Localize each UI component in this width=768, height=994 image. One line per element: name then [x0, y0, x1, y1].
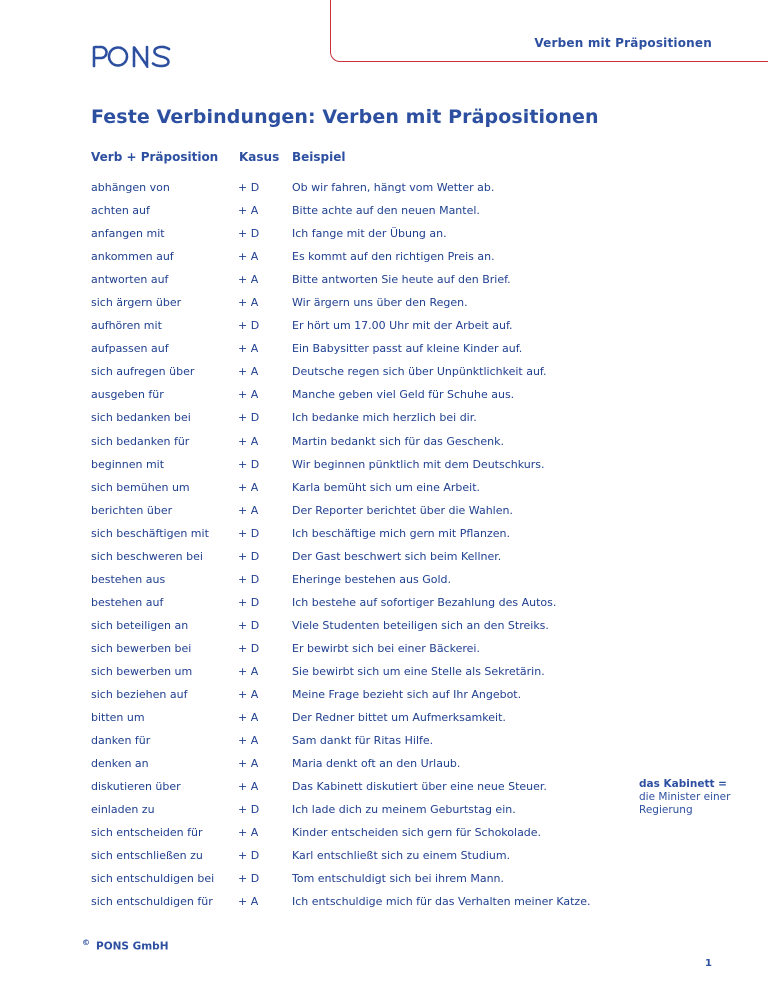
column-header-kasus: Kasus: [239, 150, 280, 164]
beispiel-cell: Ich fange mit der Übung an.: [292, 227, 447, 241]
table-row: [91, 683, 591, 706]
table-row: [91, 430, 591, 453]
table-row: [91, 568, 591, 591]
table-row: [91, 337, 591, 360]
table-row: [91, 199, 591, 222]
verb-cell: sich bedanken bei: [91, 411, 191, 425]
verb-cell: abhängen von: [91, 181, 170, 194]
beispiel-cell: Viele Studenten beteiligen sich an den Streiks.: [292, 618, 549, 632]
kasus-cell: + A: [238, 365, 259, 379]
verb-cell: sich beschäftigen mit: [91, 526, 209, 540]
kasus-cell: + A: [238, 388, 259, 402]
kasus-cell: + A: [238, 688, 259, 702]
kasus-cell: + A: [238, 711, 259, 725]
beispiel-cell: Manche geben viel Geld für Schuhe aus.: [292, 388, 515, 402]
verb-cell: sich beschweren bei: [91, 549, 203, 563]
kasus-cell: + D: [238, 849, 260, 863]
table-row: [91, 821, 591, 844]
table-row: [91, 314, 591, 337]
verb-cell: sich bewerben bei: [91, 641, 192, 655]
beispiel-cell: Bitte achte auf den neuen Mantel.: [292, 204, 480, 218]
verb-cell: bestehen auf: [91, 595, 164, 609]
beispiel-cell: Eheringe bestehen aus Gold.: [292, 572, 451, 586]
verb-cell: ankommen auf: [91, 250, 174, 264]
beispiel-cell: Das Kabinett diskutiert über eine neue Steuer.: [292, 780, 547, 794]
kasus-cell: + D: [238, 549, 260, 563]
beispiel-cell: Ein Babysitter passt auf kleine Kinder auf.: [292, 342, 523, 356]
beispiel-cell: Der Gast beschwert sich beim Kellner.: [292, 549, 502, 563]
beispiel-cell: Ich bedanke mich herzlich bei dir.: [292, 411, 477, 425]
footer-copyright: [82, 938, 169, 953]
kasus-cell: + D: [238, 411, 260, 425]
beispiel-cell: Wir ärgern uns über den Regen.: [292, 296, 468, 310]
kasus-cell: + A: [238, 250, 259, 264]
table-row: [91, 453, 591, 476]
kasus-cell: + A: [238, 780, 259, 794]
header-frame-line: [330, 0, 768, 62]
kasus-cell: + A: [238, 757, 259, 771]
copyright-text: PONS GmbH: [96, 940, 169, 953]
kasus-cell: + A: [238, 895, 259, 909]
kasus-cell: + A: [238, 434, 259, 448]
beispiel-cell: Karl entschließt sich zu einem Studium.: [292, 849, 511, 863]
side-note: [639, 778, 730, 817]
table-row: [91, 591, 591, 614]
side-note-term: das Kabinett =: [639, 778, 727, 790]
beispiel-cell: Ob wir fahren, hängt vom Wetter ab.: [292, 181, 495, 194]
kasus-cell: + A: [238, 480, 259, 494]
kasus-cell: + A: [238, 734, 259, 748]
kasus-cell: + D: [238, 803, 260, 817]
verb-cell: bestehen aus: [91, 572, 166, 586]
verb-cell: antworten auf: [91, 273, 169, 287]
table-row: [91, 775, 591, 798]
verb-cell: diskutieren über: [91, 780, 181, 794]
copyright-symbol: ©: [82, 938, 90, 947]
kasus-cell: + A: [238, 826, 259, 840]
kasus-cell: + A: [238, 503, 259, 517]
verb-cell: sich entschuldigen für: [91, 895, 213, 909]
beispiel-cell: Maria denkt oft an den Urlaub.: [292, 757, 461, 771]
table-row: [91, 890, 591, 913]
beispiel-cell: Ich beschäftige mich gern mit Pflanzen.: [292, 526, 510, 540]
table-row: [91, 844, 591, 867]
beispiel-cell: Ich lade dich zu meinem Geburtstag ein.: [292, 803, 516, 817]
verb-cell: sich bemühen um: [91, 480, 190, 494]
table-row: [91, 660, 591, 683]
header-title: Verben mit Präpositionen: [534, 36, 712, 50]
verb-cell: sich entscheiden für: [91, 826, 203, 840]
verb-cell: sich bedanken für: [91, 434, 190, 448]
table-row: [91, 867, 591, 890]
verb-cell: achten auf: [91, 204, 150, 218]
kasus-cell: + D: [238, 457, 260, 471]
pons-logo: [91, 44, 173, 68]
verb-cell: danken für: [91, 734, 151, 748]
kasus-cell: + A: [238, 204, 259, 218]
kasus-cell: + D: [238, 641, 260, 655]
page-number: 1: [705, 958, 712, 969]
verb-cell: ausgeben für: [91, 388, 164, 402]
beispiel-cell: Deutsche regen sich über Unpünktlichkeit auf.: [292, 365, 547, 379]
beispiel-cell: Martin bedankt sich für das Geschenk.: [292, 434, 504, 448]
verb-cell: bitten um: [91, 711, 145, 725]
verb-cell: sich bewerben um: [91, 664, 193, 678]
beispiel-cell: Es kommt auf den richtigen Preis an.: [292, 250, 495, 264]
beispiel-cell: Er hört um 17.00 Uhr mit der Arbeit auf.: [292, 319, 513, 333]
verb-cell: sich beteiligen an: [91, 618, 189, 632]
kasus-cell: + A: [238, 273, 259, 287]
verb-cell: aufpassen auf: [91, 342, 169, 356]
kasus-cell: + D: [238, 872, 260, 886]
verb-cell: sich entschuldigen bei: [91, 872, 215, 886]
verb-cell: aufhören mit: [91, 319, 162, 333]
table-row: [91, 545, 591, 568]
verb-table: [91, 176, 591, 914]
verb-cell: beginnen mit: [91, 457, 165, 471]
kasus-cell: + A: [238, 342, 259, 356]
kasus-cell: + A: [238, 664, 259, 678]
verb-cell: sich beziehen auf: [91, 688, 188, 702]
table-row: [91, 268, 591, 291]
kasus-cell: + D: [238, 319, 260, 333]
side-note-definition-line2: Regierung: [639, 804, 693, 816]
table-row: [91, 476, 591, 499]
table-row: [91, 706, 591, 729]
table-row: [91, 176, 591, 199]
beispiel-cell: Ich bestehe auf sofortiger Bezahlung des Autos.: [292, 595, 557, 609]
table-row: [91, 406, 591, 429]
kasus-cell: + A: [238, 296, 259, 310]
beispiel-cell: Ich entschuldige mich für das Verhalten meiner Katze.: [292, 895, 591, 909]
beispiel-cell: Tom entschuldigt sich bei ihrem Mann.: [292, 872, 505, 886]
page-title: Feste Verbindungen: Verben mit Präpositionen: [91, 106, 599, 128]
kasus-cell: + D: [238, 572, 260, 586]
table-row: [91, 383, 591, 406]
table-row: [91, 499, 591, 522]
table-row: [91, 291, 591, 314]
table-row: [91, 245, 591, 268]
verb-cell: sich entschließen zu: [91, 849, 203, 863]
verb-cell: sich aufregen über: [91, 365, 195, 379]
verb-cell: denken an: [91, 757, 149, 771]
verb-cell: sich ärgern über: [91, 296, 182, 310]
kasus-cell: + D: [238, 181, 260, 194]
table-row: [91, 798, 591, 821]
beispiel-cell: Der Redner bittet um Aufmerksamkeit.: [292, 711, 506, 725]
kasus-cell: + D: [238, 618, 260, 632]
beispiel-cell: Meine Frage bezieht sich auf Ihr Angebot.: [292, 688, 522, 702]
beispiel-cell: Der Reporter berichtet über die Wahlen.: [292, 503, 513, 517]
column-header-beispiel: Beispiel: [292, 150, 346, 164]
verb-cell: berichten über: [91, 503, 173, 517]
table-row: [91, 522, 591, 545]
side-note-definition-line1: die Minister einer: [639, 791, 731, 803]
kasus-cell: + D: [238, 595, 260, 609]
kasus-cell: + D: [238, 526, 260, 540]
beispiel-cell: Kinder entscheiden sich gern für Schokolade.: [292, 826, 542, 840]
beispiel-cell: Karla bemüht sich um eine Arbeit.: [292, 480, 481, 494]
table-row: [91, 752, 591, 775]
table-row: [91, 360, 591, 383]
column-header-verb: Verb + Präposition: [91, 150, 219, 164]
kasus-cell: + D: [238, 227, 260, 241]
beispiel-cell: Wir beginnen pünktlich mit dem Deutschkurs.: [292, 457, 545, 471]
table-row: [91, 637, 591, 660]
table-row: [91, 222, 591, 245]
beispiel-cell: Bitte antworten Sie heute auf den Brief.: [292, 273, 511, 287]
table-row: [91, 614, 591, 637]
table-row: [91, 729, 591, 752]
verb-cell: einladen zu: [91, 803, 155, 817]
beispiel-cell: Er bewirbt sich bei einer Bäckerei.: [292, 641, 480, 655]
beispiel-cell: Sam dankt für Ritas Hilfe.: [292, 734, 434, 748]
verb-cell: anfangen mit: [91, 227, 165, 241]
beispiel-cell: Sie bewirbt sich um eine Stelle als Sekretärin.: [292, 664, 545, 678]
